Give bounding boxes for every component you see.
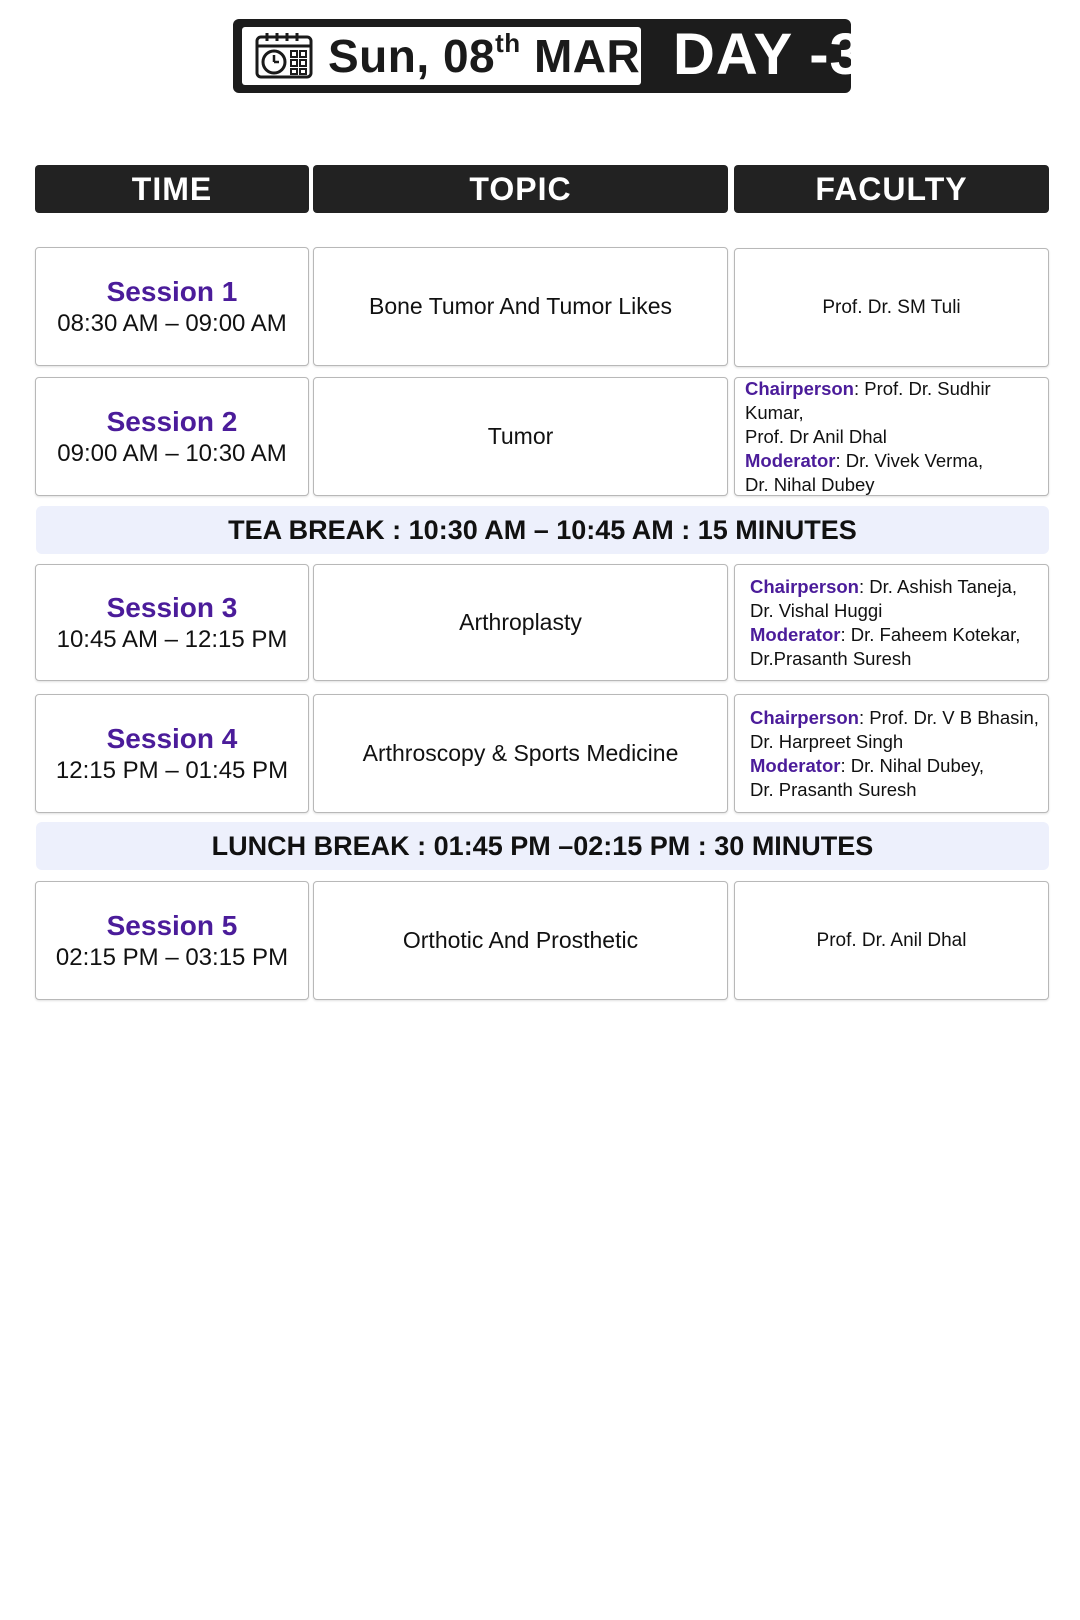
session-3-topic: Arthroplasty — [459, 609, 582, 635]
session-5-time: 02:15 PM – 03:15 PM — [55, 943, 289, 971]
session-3-chair-line-1: Chairperson: Dr. Ashish Taneja, — [750, 575, 1017, 597]
session-2-chair-line-1: Chairperson: Prof. Dr. Sudhir Kumar, — [745, 377, 991, 423]
session-1-faculty-cell — [734, 248, 1049, 367]
session-1-topic-cell — [313, 247, 728, 366]
chairperson-label: Chairperson — [750, 575, 859, 597]
session-3-time: 10:45 AM – 12:15 PM — [56, 625, 288, 653]
date-text — [328, 29, 640, 83]
session-2-topic: Tumor — [487, 423, 554, 449]
session-3-faculty-cell — [734, 564, 1049, 681]
session-1-time: 08:30 AM – 09:00 AM — [57, 309, 287, 337]
date-box — [242, 27, 641, 85]
chairperson-label: Chairperson — [750, 706, 859, 728]
session-5-title: Session 5 — [106, 909, 238, 941]
session-4-topic: Arthroscopy & Sports Medicine — [362, 740, 679, 766]
session-3-topic-cell — [313, 564, 728, 681]
session-5-faculty-cell — [734, 881, 1049, 1000]
session-3-mod-2: Dr.Prasanth Suresh — [750, 647, 912, 669]
session-5-time-cell — [35, 881, 309, 1000]
moderator-label: Moderator — [745, 449, 836, 471]
calendar-clock-icon — [254, 31, 314, 81]
session-4-faculty-cell — [734, 694, 1049, 813]
session-1-time-cell — [35, 247, 309, 366]
session-3-mod-1: Dr. Faheem Kotekar, — [850, 623, 1021, 645]
lunch-break-banner: LUNCH BREAK : 01:45 PM –02:15 PM : 30 MINUTES — [36, 822, 1049, 870]
session-3-title: Session 3 — [106, 591, 238, 623]
session-4-title: Session 4 — [106, 722, 238, 754]
session-2-chair-2: Prof. Dr Anil Dhal — [745, 425, 887, 447]
session-2-time: 09:00 AM – 10:30 AM — [57, 439, 287, 467]
day-label: DAY -3 — [673, 22, 863, 87]
moderator-label: Moderator — [750, 623, 841, 645]
session-2-time-cell — [35, 377, 309, 496]
session-4-time: 12:15 PM – 01:45 PM — [55, 756, 289, 784]
date-month: MAR — [533, 30, 641, 82]
session-5-topic-cell — [313, 881, 728, 1000]
date-weekday: Sun, 08 — [328, 30, 496, 82]
session-2-mod-line-1: Moderator: Dr. Vivek Verma, — [745, 449, 984, 471]
date-banner — [233, 19, 863, 93]
header-faculty: FACULTY — [734, 165, 1049, 213]
session-5-topic: Orthotic And Prosthetic — [402, 927, 639, 953]
chairperson-label: Chairperson — [745, 377, 854, 399]
session-2-title: Session 2 — [106, 405, 238, 437]
session-2-topic-cell — [313, 377, 728, 496]
header-topic: TOPIC — [313, 165, 728, 213]
header-time: TIME — [35, 165, 309, 213]
session-2-mod-1: Dr. Vivek Verma, — [845, 449, 984, 471]
session-2-faculty-cell — [734, 377, 1049, 496]
session-2-mod-2: Dr. Nihal Dubey — [745, 473, 875, 495]
session-4-mod-1: Dr. Nihal Dubey, — [850, 754, 985, 776]
session-3-chair-1: Dr. Ashish Taneja, — [869, 575, 1017, 597]
session-4-topic-cell — [313, 694, 728, 813]
session-4-mod-2: Dr. Prasanth Suresh — [750, 778, 917, 800]
session-2-chair-1: Prof. Dr. Sudhir Kumar, — [745, 377, 991, 423]
session-5-faculty: Prof. Dr. Anil Dhal — [816, 929, 967, 951]
session-3-time-cell — [35, 564, 309, 681]
session-4-chair-line-1: Chairperson: Prof. Dr. V B Bhasin, — [750, 706, 1039, 728]
session-1-faculty: Prof. Dr. SM Tuli — [822, 296, 961, 318]
tea-break-banner: TEA BREAK : 10:30 AM – 10:45 AM : 15 MINUTES — [36, 506, 1049, 554]
session-1-title: Session 1 — [106, 275, 238, 307]
moderator-label: Moderator — [750, 754, 841, 776]
session-4-chair-2: Dr. Harpreet Singh — [750, 730, 904, 752]
session-4-time-cell — [35, 694, 309, 813]
session-4-mod-line-1: Moderator: Dr. Nihal Dubey, — [750, 754, 985, 776]
session-4-chair-1: Prof. Dr. V B Bhasin, — [869, 706, 1039, 728]
date-ordinal: th — [495, 28, 521, 58]
session-1-topic: Bone Tumor And Tumor Likes — [369, 293, 672, 319]
session-3-mod-line-1: Moderator: Dr. Faheem Kotekar, — [750, 623, 1021, 645]
session-3-chair-2: Dr. Vishal Huggi — [750, 599, 883, 621]
